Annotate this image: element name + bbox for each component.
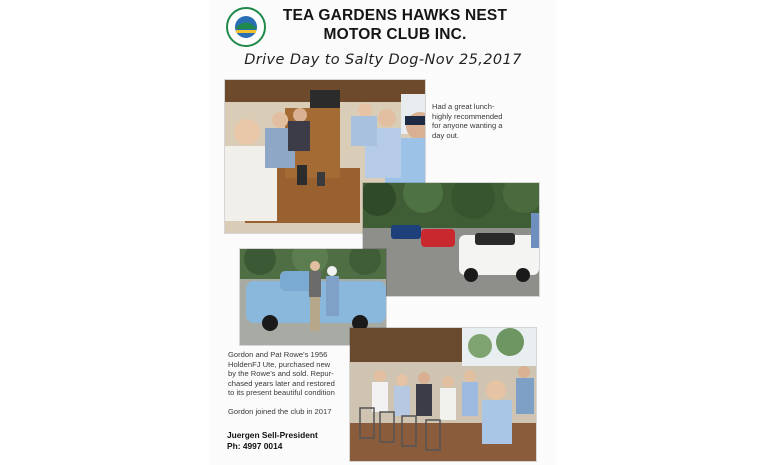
ute-caption-line-4: chased years later and restored [228,378,335,388]
ute-caption-line-3: by the Rowe's and sold. Repur- [228,369,334,379]
cars-road-photo [362,182,540,297]
lunch-caption-line-4: day out. [432,130,460,140]
ute-caption-line-5: to its present beautiful condition [228,388,335,398]
ute-caption [228,350,353,417]
club-title-line-2: MOTOR CLUB INC. [323,26,467,43]
event-title: Drive Day to Salty Dog-Nov 25,2017 [244,52,522,68]
club-logo [222,6,270,48]
contact-block [227,430,318,452]
lunch-caption-line-1: Had a great lunch- [432,102,495,111]
club-title-line-1: TEA GARDENS HAWKS NEST [282,7,508,24]
club-title [270,6,520,44]
lunch-caption-line-3: for anyone wanting a [432,121,503,131]
ute-caption-line-2: HoldenFJ Ute, purchased new [228,359,331,369]
lunch-caption-line-2: highly recommended [432,111,503,121]
joined-caption: Gordon joined the club in 2017 [228,406,332,416]
dining-group-photo [349,327,537,462]
lunch-caption [432,102,537,140]
president-name: Juergen Sell-President [227,430,318,440]
phone-number: Ph: 4997 0014 [227,441,283,451]
ute-caption-line-1: Gordon and Pat Rowe's 1956 [228,350,328,359]
